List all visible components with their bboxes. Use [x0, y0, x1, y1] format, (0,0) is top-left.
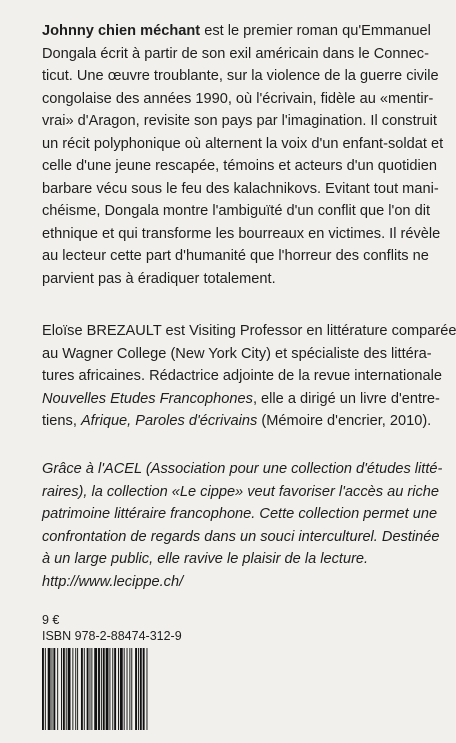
- collection-line: patrimoine littéraire francophone. Cette collection permet une: [42, 506, 438, 522]
- collection-line: Grâce à l'ACEL (Association pour une collection d'études litté-: [42, 461, 443, 477]
- summary-line-1: [42, 20, 431, 43]
- summary-line: ethnique et qui transforme les bourreaux en victimes. Il révèle: [42, 225, 441, 242]
- bio-line: [42, 388, 440, 411]
- book-title: Johnny chien méchant: [42, 23, 201, 39]
- price-label: 9 €: [42, 613, 60, 627]
- book-summary-paragraph: [42, 20, 444, 290]
- summary-line: Dongala écrit à partir de son exil américain dans le Connec-: [42, 45, 429, 62]
- summary-line: au lecteur cette part d'humanité que l'horreur des conflits ne: [42, 248, 429, 264]
- collection-line: raires), la collection «Le cippe» veut favoriser l'accès au riche: [42, 483, 440, 500]
- collection-line: confrontation de regards dans un souci interculturel. Destinée: [42, 528, 440, 545]
- summary-line: vrai» d'Aragon, revisite son pays par l'imagination. Il construit: [42, 113, 437, 129]
- bio-line: tures africaines. Rédactrice adjointe de la revue internationale: [42, 368, 442, 384]
- bio-line-text: (Mémoire d'encrier, 2010).: [257, 413, 432, 429]
- collection-line: à un large public, elle ravive le plaisir de la lecture.: [42, 551, 369, 567]
- summary-line: celle d'une jeune rescapée, témoins et acteurs d'un quotidien: [42, 158, 438, 174]
- barcode-image: [40, 648, 190, 730]
- bio-line-text: , elle a dirigé un livre d'entre-: [252, 390, 440, 407]
- bio-line: [42, 410, 432, 433]
- summary-line: congolaise des années 1990, où l'écrivain, fidèle au «mentir-: [42, 90, 434, 107]
- editor-bio-paragraph: [42, 320, 456, 433]
- summary-line: barbare vécu sous le feu des kalachnikovs. Evitant tout mani-: [42, 180, 439, 197]
- summary-line: un récit polyphonique où alternent la voix d'un enfant-soldat et: [42, 135, 444, 152]
- bio-line-text: tiens,: [42, 413, 81, 429]
- bio-line: Eloïse BREZAULT est Visiting Professor en littérature comparée: [42, 323, 456, 339]
- summary-line: parvient pas à éradiquer totalement.: [42, 270, 276, 287]
- journal-title: Nouvelles Etudes Francophones: [42, 390, 253, 407]
- isbn-label: ISBN 978-2-88474-312-9: [42, 629, 182, 643]
- summary-line: ticut. Une œuvre troublante, sur la violence de la guerre civile: [42, 68, 439, 84]
- summary-line-1-text: est le premier roman qu'Emmanuel: [204, 23, 431, 39]
- collection-url: http://www.lecippe.ch/: [42, 573, 184, 590]
- bio-line: au Wagner College (New York City) et spécialiste des littéra-: [42, 345, 432, 362]
- summary-line: chéisme, Dongala montre l'ambiguïté d'un conflit que l'on dit: [42, 203, 431, 219]
- collection-info-paragraph: [42, 458, 443, 593]
- book-reference-title: Afrique, Paroles d'écrivains: [80, 413, 258, 429]
